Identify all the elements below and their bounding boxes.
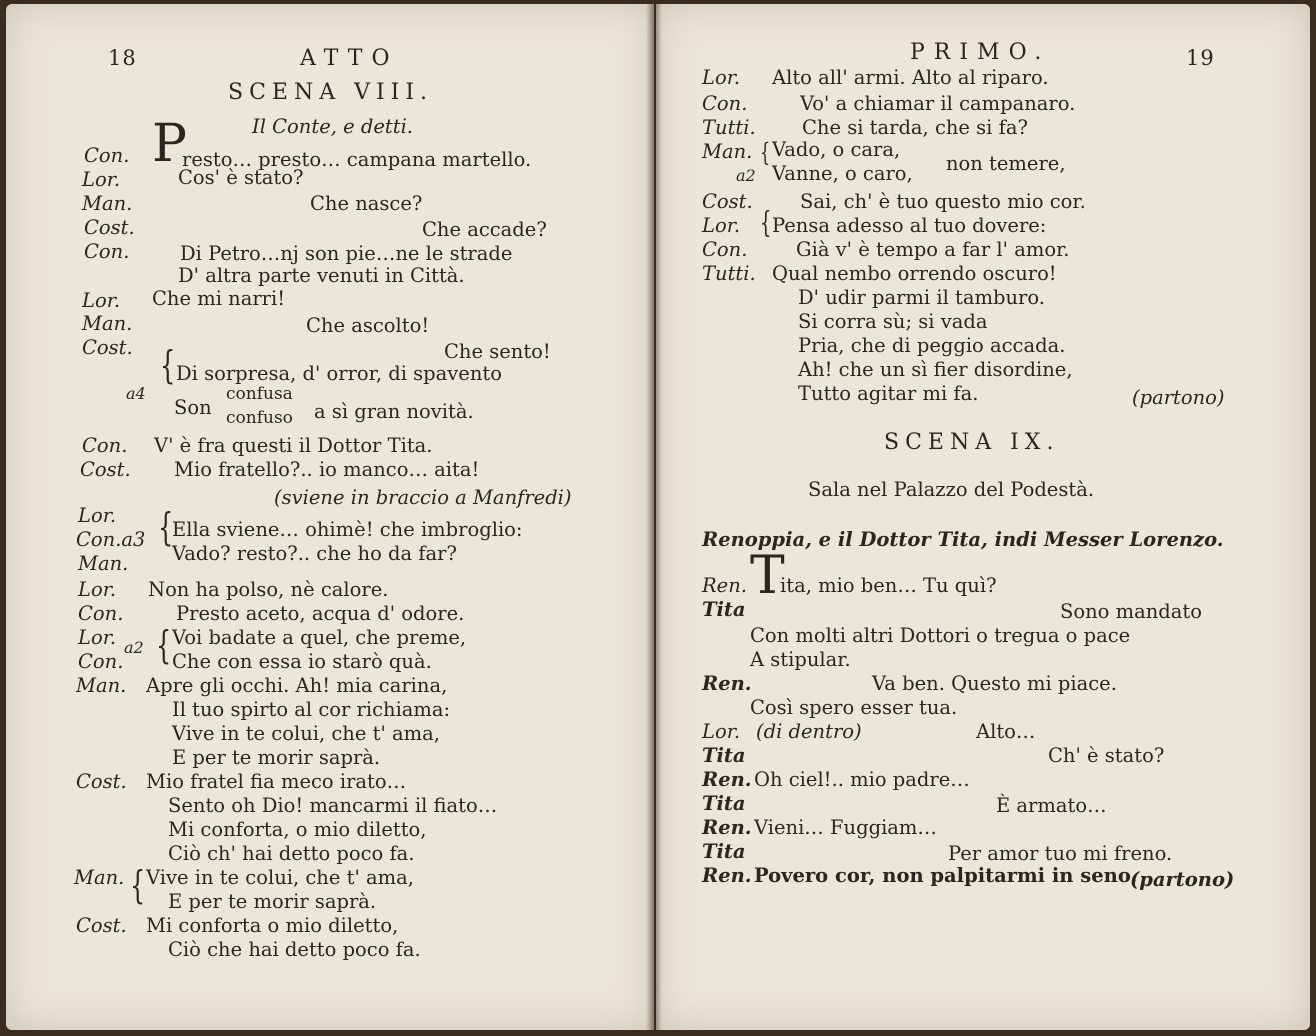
verse-line: Non ha polso, nè calore. (148, 578, 389, 601)
stage-direction: (di dentro) (756, 720, 862, 743)
speaker-man: Man. (78, 552, 129, 575)
verse-line: Mi conforta o mio diletto, (146, 914, 399, 937)
speaker-ren: Ren. (702, 816, 752, 839)
verse-line: Pensa adesso al tuo dovere: (772, 214, 1047, 237)
verse-line: Già v' è tempo a far l' amor. (796, 238, 1070, 261)
drop-cap: P (152, 114, 187, 174)
speaker-con: Con. (78, 602, 124, 625)
verse-line: Vieni… Fuggiam… (754, 816, 937, 839)
verse-line: Ella sviene… ohimè! che imbroglio: (172, 518, 523, 541)
verse-line: Alto… (976, 720, 1036, 743)
verse-line: Vive in te colui, che t' ama, (146, 866, 414, 889)
speaker-ren: Ren. (702, 672, 752, 695)
verse-line: Che accade? (422, 218, 547, 241)
verse-line: Il tuo spirto al cor richiama: (172, 698, 451, 721)
verse-line: Qual nembo orrendo oscuro! (772, 262, 1057, 285)
speaker-tutti: Tutti. (702, 116, 756, 139)
verse-line: D' altra parte venuti in Città. (178, 264, 465, 287)
verse-line: Ciò che hai detto poco fa. (168, 938, 421, 961)
verse-line: non temere, (946, 152, 1066, 175)
verse-word: confusa (226, 384, 293, 404)
speaker-man: Man. (74, 866, 125, 889)
verse-line: ita, mio ben… Tu quì? (780, 574, 997, 597)
speaker-lor: Lor. (78, 578, 117, 601)
speaker-tita: Tita (702, 598, 746, 621)
stage-direction: (partono) (1130, 868, 1235, 891)
brace: { (156, 622, 172, 668)
ensemble-marker: a4 (126, 384, 146, 403)
verse-line: Vado, o cara, (772, 138, 901, 161)
verse-line: Vive in te colui, che t' ama, (172, 722, 440, 745)
verse-line: Cos' è stato? (178, 166, 304, 189)
verse-line: Vanne, o caro, (772, 162, 913, 185)
stage-direction: (sviene in braccio a Manfredi) (274, 486, 572, 509)
speaker-tutti: Tutti. (702, 262, 756, 285)
speaker-lor: Lor. (82, 168, 121, 191)
verse-line: Così spero esser tua. (750, 696, 958, 719)
left-page (6, 4, 654, 1030)
scene-setting: Sala nel Palazzo del Podestà. (808, 478, 1095, 501)
stage-direction: (partono) (1132, 386, 1225, 409)
scene-cast-ix: Renoppia, e il Dottor Tita, indi Messer Lorenzo. (702, 528, 1224, 551)
speaker-tita: Tita (702, 792, 746, 815)
verse-line: Di Petro…nj son pie…ne le strade (180, 242, 513, 265)
page-number-right: 19 (1186, 46, 1215, 70)
brace: { (158, 504, 174, 550)
speaker-con: Con. (702, 92, 748, 115)
verse-line: Che con essa io starò quà. (172, 650, 432, 673)
speaker-ren: Ren. (702, 574, 747, 597)
verse-line: Con molti altri Dottori o tregua o pace (750, 624, 1131, 647)
verse-line: Mio fratello?.. io manco… aita! (174, 458, 480, 481)
speaker-lor: Lor. (82, 289, 121, 312)
verse-line: Per amor tuo mi freno. (948, 842, 1173, 865)
verse-line: Va ben. Questo mi piace. (872, 672, 1117, 695)
speaker-lor: Lor. (78, 504, 117, 527)
speaker-con: Con. (84, 144, 130, 167)
verse-line: Presto aceto, acqua d' odore. (176, 602, 465, 625)
verse-line: Apre gli occhi. Ah! mia carina, (146, 674, 448, 697)
speaker-lor: Lor. (78, 626, 117, 649)
verse-line: V' è fra questi il Dottor Tita. (154, 434, 433, 457)
speaker-cost: Cost. (76, 914, 127, 937)
brace: { (160, 342, 176, 388)
scene-title-viii: SCENA VIII. (228, 80, 434, 105)
verse-line: Che si tarda, che si fa? (802, 116, 1028, 139)
verse-line: Povero cor, non palpitarmi in seno. (754, 864, 1138, 887)
page-number-left: 18 (108, 46, 137, 70)
drop-cap: T (750, 546, 785, 606)
verse-line: Oh ciel!.. mio padre… (754, 768, 970, 791)
speaker-tita: Tita (702, 744, 746, 767)
verse-line: Che ascolto! (306, 314, 430, 337)
speaker-con: Con. (84, 240, 130, 263)
brace: { (130, 862, 146, 908)
verse-line: a sì gran novità. (314, 400, 474, 423)
running-head-left: ATTO (300, 46, 399, 71)
speaker-cost: Cost. (702, 190, 753, 213)
speaker-ren: Ren. (702, 864, 752, 887)
verse-line: Ah! che un sì fier disordine, (798, 358, 1073, 381)
verse-word: Son (174, 396, 212, 419)
verse-line: Vado? resto?.. che ho da far? (172, 542, 457, 565)
brace: { (760, 206, 772, 241)
ensemble-marker: a2 (124, 638, 144, 657)
brace: { (760, 136, 771, 168)
speaker-man: Man. (702, 140, 753, 163)
verse-line: Sai, ch' è tuo questo mio cor. (800, 190, 1086, 213)
verse-line: Si corra sù; si vada (798, 310, 988, 333)
speaker-cost: Cost. (82, 336, 133, 359)
verse-line: Che nasce? (310, 192, 423, 215)
speaker-cost: Cost. (80, 458, 131, 481)
verse-line: Voi badate a quel, che preme, (172, 626, 467, 649)
scene-title-ix: SCENA IX. (884, 430, 1060, 455)
speaker-lor: Lor. (702, 66, 741, 89)
verse-line: Ch' è stato? (1048, 744, 1165, 767)
verse-line: Mio fratel fia meco irato… (146, 770, 407, 793)
speaker-man: Man. (82, 312, 133, 335)
speaker-ren: Ren. (702, 768, 752, 791)
verse-line: A stipular. (750, 648, 851, 671)
verse-line: Mi conforta, o mio diletto, (168, 818, 427, 841)
verse-line: Che mi narri! (152, 287, 286, 310)
verse-line: Di sorpresa, d' orror, di spavento (176, 362, 502, 385)
verse-line: Sono mandato (1060, 600, 1202, 623)
verse-line: Ciò ch' hai detto poco fa. (168, 842, 415, 865)
verse-line: resto… presto… campana martello. (182, 148, 532, 171)
speaker-lor: Lor. (702, 214, 741, 237)
ensemble-marker: a2 (736, 166, 756, 185)
speaker-con-a3: Con.a3 (76, 528, 146, 551)
speaker-man: Man. (76, 674, 127, 697)
speaker-lor: Lor. (702, 720, 741, 743)
verse-word: confuso (226, 408, 293, 428)
speaker-tita: Tita (702, 840, 746, 863)
verse-line: Tutto agitar mi fa. (798, 382, 979, 405)
verse-line: Vo' a chiamar il campanaro. (800, 92, 1076, 115)
right-page (656, 4, 1310, 1030)
speaker-man: Man. (82, 192, 133, 215)
verse-line: E per te morir saprà. (172, 746, 381, 769)
scene-cast-viii: Il Conte, e detti. (252, 115, 413, 138)
verse-line: È armato… (996, 794, 1107, 817)
speaker-con: Con. (82, 434, 128, 457)
verse-line: Alto all' armi. Alto al riparo. (772, 66, 1049, 89)
verse-line: Sento oh Dio! mancarmi il fiato… (168, 794, 498, 817)
verse-line: Che sento! (444, 340, 551, 363)
book-gutter (646, 0, 662, 1036)
speaker-cost: Cost. (84, 216, 135, 239)
verse-line: D' udir parmi il tamburo. (798, 286, 1045, 309)
verse-line: Pria, che di peggio accada. (798, 334, 1066, 357)
speaker-cost: Cost. (76, 770, 127, 793)
running-head-right: PRIMO. (910, 40, 1051, 65)
speaker-con: Con. (702, 238, 748, 261)
verse-line: E per te morir saprà. (168, 890, 377, 913)
speaker-con: Con. (78, 650, 124, 673)
